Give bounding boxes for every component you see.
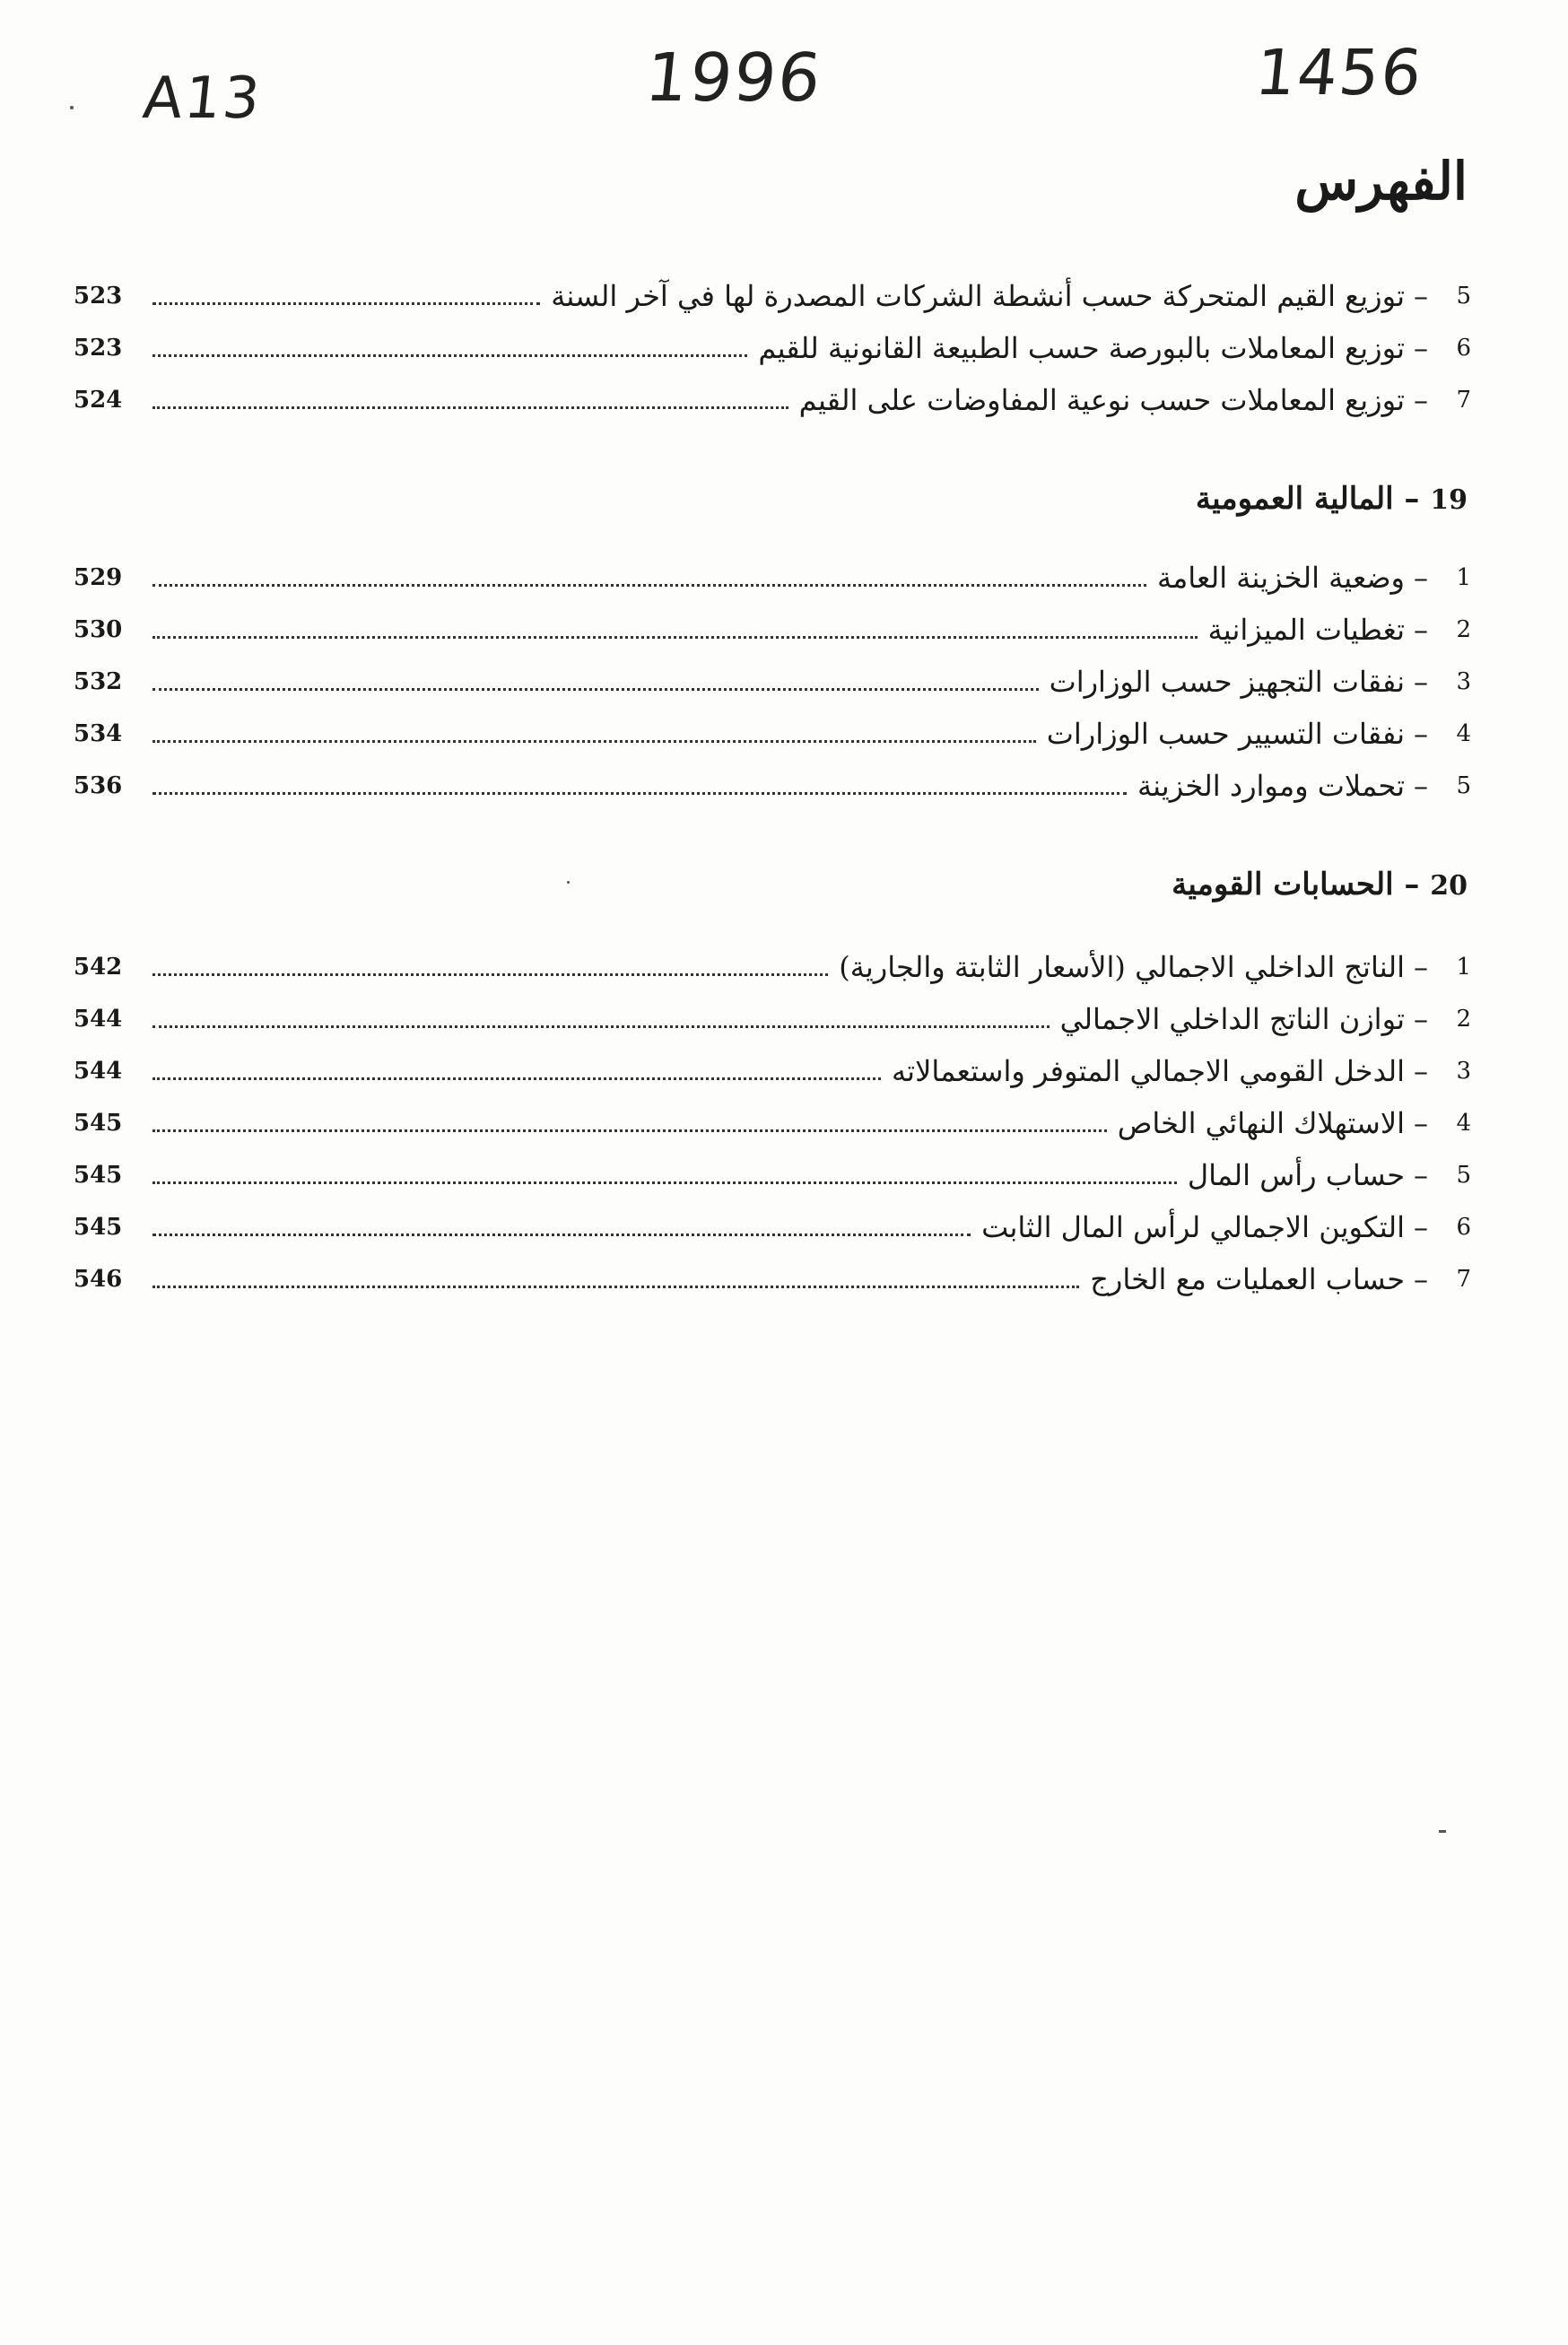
toc-entry-number: 4 (1456, 720, 1471, 747)
toc-entry (74, 1102, 1471, 1145)
toc-entry-number: 5 (1456, 1162, 1471, 1189)
toc-entry-number: 2 (1456, 616, 1471, 643)
toc-page-number: 534 (74, 720, 123, 747)
toc-entry-title: تغطيات الميزانية (1207, 613, 1405, 647)
toc-dash: – (1414, 1262, 1428, 1296)
handwritten-code: A13 (140, 65, 266, 132)
dot-leader (152, 740, 1036, 743)
toc-dash: – (1414, 1054, 1428, 1088)
dot-leader (152, 1077, 881, 1080)
section-dash: – (1393, 867, 1420, 902)
dot-leader (152, 1025, 1050, 1028)
toc-entry-title: توزيع المعاملات حسب نوعية المفاوضات على القيم (798, 383, 1405, 417)
toc-entry (74, 275, 1471, 318)
toc-dash: – (1414, 1106, 1428, 1140)
toc-entry-title: التكوين الاجمالي لرأس المال الثابت (981, 1210, 1405, 1244)
toc-entry (74, 764, 1471, 807)
toc-page-number: 545 (74, 1110, 123, 1137)
dot-leader (152, 792, 1127, 795)
dot-leader (152, 973, 828, 976)
scan-speck (567, 881, 570, 884)
section-title: المالية العمومية (1195, 481, 1394, 517)
toc-entry-number: 5 (1456, 772, 1471, 799)
dot-leader (152, 1234, 971, 1236)
toc-entry (74, 1206, 1471, 1249)
toc-dash: – (1414, 383, 1428, 417)
toc-dash: – (1414, 561, 1428, 595)
toc-dash: – (1414, 665, 1428, 699)
toc-entry-number: 3 (1456, 668, 1471, 695)
section-heading (1196, 477, 1468, 522)
toc-entry (74, 608, 1471, 651)
toc-dash: – (1414, 613, 1428, 647)
toc-dash: – (1414, 950, 1428, 984)
toc-dash: – (1414, 331, 1428, 365)
toc-entry (74, 327, 1471, 370)
toc-entry-number: 1 (1456, 564, 1471, 591)
toc-entry-number: 7 (1456, 1266, 1471, 1293)
toc-entry-title: وضعية الخزينة العامة (1156, 561, 1405, 595)
handwritten-number: 1456 (1251, 36, 1427, 109)
toc-entry-number: 7 (1456, 387, 1471, 414)
toc-entry-title: الدخل القومي الاجمالي المتوفر واستعمالاته (892, 1054, 1405, 1088)
dot-leader (152, 1286, 1079, 1288)
dot-leader (152, 584, 1146, 587)
toc-page-number: 544 (74, 1058, 123, 1085)
dot-leader (152, 1129, 1107, 1132)
dot-leader (152, 406, 788, 409)
section-dash: – (1393, 481, 1420, 517)
section-number: 20 (1430, 870, 1468, 902)
toc-page-number: 545 (74, 1214, 123, 1241)
toc-entry-number: 4 (1456, 1110, 1471, 1137)
toc-entry-title: الاستهلاك النهائي الخاص (1117, 1106, 1405, 1140)
toc-dash: – (1414, 1002, 1428, 1036)
toc-dash: – (1414, 279, 1428, 313)
toc-entry-title: الناتج الداخلي الاجمالي (الأسعار الثابتة والجارية) (839, 950, 1405, 984)
toc-entry-number: 5 (1456, 283, 1471, 309)
toc-page-number: 544 (74, 1006, 123, 1033)
dot-leader (152, 636, 1198, 639)
dot-leader (152, 302, 540, 305)
toc-entry (74, 712, 1471, 755)
toc-page-number: 532 (74, 668, 123, 695)
dot-leader (152, 688, 1039, 691)
toc-page-number: 524 (74, 387, 123, 414)
section-number: 19 (1430, 484, 1468, 516)
toc-page-number: 546 (74, 1266, 123, 1293)
toc-entry (74, 1258, 1471, 1301)
toc-page-number: 530 (74, 616, 123, 643)
handwritten-year: 1996 (641, 39, 826, 117)
toc-entry-number: 2 (1456, 1006, 1471, 1033)
toc-page-number: 542 (74, 954, 123, 981)
toc-entry (74, 660, 1471, 703)
scan-speck (1439, 1830, 1446, 1833)
toc-entry-title: نفقات التجهيز حسب الوزارات (1049, 665, 1405, 699)
toc-entry-title: توزيع المعاملات بالبورصة حسب الطبيعة القانونية للقيم (758, 331, 1405, 365)
toc-dash: – (1414, 1158, 1428, 1192)
toc-dash: – (1414, 717, 1428, 751)
section-heading (1172, 863, 1468, 908)
toc-entry (74, 1050, 1471, 1093)
toc-page-number: 523 (74, 335, 123, 362)
toc-entry-title: توزيع القيم المتحركة حسب أنشطة الشركات المصدرة لها في آخر السنة (551, 279, 1405, 313)
toc-entry-number: 1 (1456, 954, 1471, 981)
toc-entry-title: حساب العمليات مع الخارج (1090, 1262, 1405, 1296)
dot-leader (152, 1181, 1177, 1184)
toc-entry-title: تحملات وموارد الخزينة (1137, 769, 1405, 803)
toc-page-number: 545 (74, 1162, 123, 1189)
toc-entry-title: نفقات التسيير حسب الوزارات (1046, 717, 1405, 751)
toc-dash: – (1414, 1210, 1428, 1244)
toc-entry-number: 6 (1456, 1214, 1471, 1241)
toc-entry (74, 1154, 1471, 1197)
scan-speck (70, 106, 74, 109)
toc-entry (74, 946, 1471, 989)
page-title: الفهرس (1294, 151, 1468, 212)
toc-entry-number: 3 (1456, 1058, 1471, 1085)
toc-entry (74, 556, 1471, 599)
toc-page-number: 523 (74, 283, 123, 309)
dot-leader (152, 354, 747, 357)
toc-page-number: 529 (74, 564, 123, 591)
toc-dash: – (1414, 769, 1428, 803)
section-title: الحسابات القومية (1172, 867, 1394, 902)
toc-entry (74, 379, 1471, 422)
toc-entry-title: توازن الناتج الداخلي الاجمالي (1059, 1002, 1405, 1036)
toc-entry (74, 998, 1471, 1041)
toc-entry-number: 6 (1456, 335, 1471, 362)
toc-entry-title: حساب رأس المال (1187, 1158, 1405, 1192)
toc-page-number: 536 (74, 772, 123, 799)
